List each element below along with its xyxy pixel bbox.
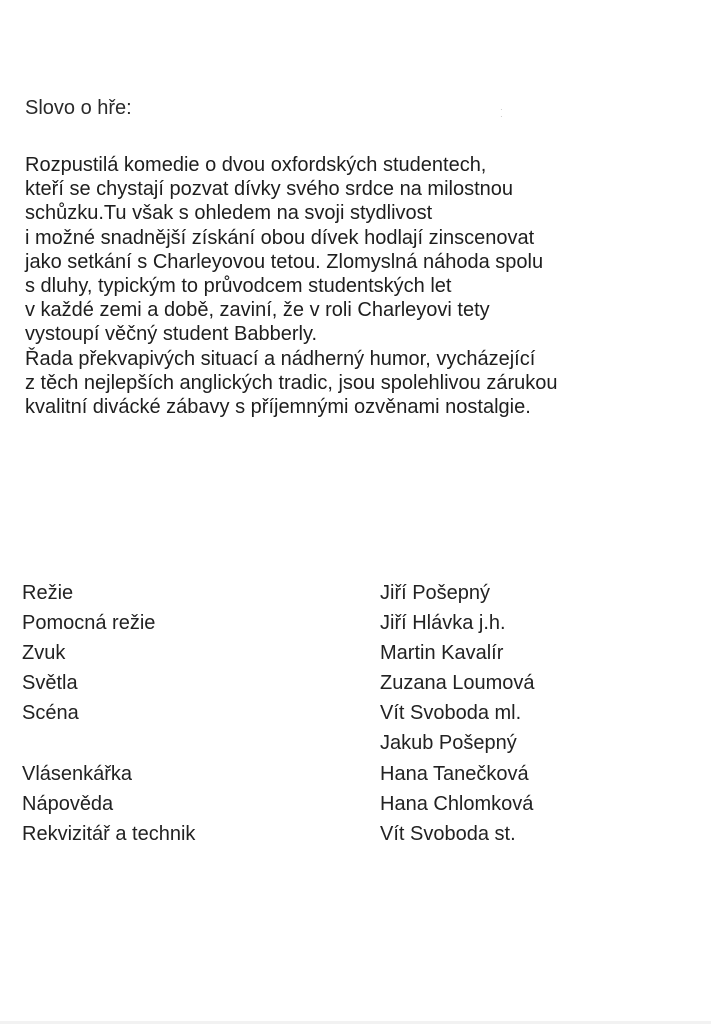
role-direction: Režie bbox=[22, 582, 74, 604]
role-props-technician: Rekvizitář a technik bbox=[22, 822, 196, 845]
credits-roles-column bbox=[22, 578, 195, 849]
intro-line: jako setkání s Charleyovou tetou. Zlomyslná náhoda spolu bbox=[25, 250, 544, 273]
paper-speck: · · bbox=[500, 105, 503, 121]
intro-paragraph bbox=[25, 153, 705, 419]
intro-line: i možné snadnější získání obou dívek hodlají zinscenovat bbox=[25, 226, 535, 249]
credits-names-column bbox=[380, 578, 535, 849]
roles-gap bbox=[22, 728, 195, 758]
credit-name: Vít Svoboda st. bbox=[380, 822, 516, 845]
credit-name: Hana Tanečková bbox=[380, 762, 529, 785]
role-assistant-direction: Pomocná režie bbox=[22, 612, 156, 635]
intro-line: kvalitní divácké zábavy s příjemnými ozvěnami nostalgie. bbox=[25, 396, 531, 419]
credit-name: Vít Svoboda ml. bbox=[380, 702, 522, 725]
intro-line: kteří se chystají pozvat dívky svého srdce na milostnou bbox=[25, 178, 513, 201]
role-prompter: Nápověda bbox=[22, 792, 114, 815]
credit-name: Jiří Pošepný bbox=[380, 582, 491, 604]
intro-line: Rozpustilá komedie o dvou oxfordských studentech, bbox=[25, 154, 487, 176]
intro-line: s dluhy, typickým to průvodcem studentských let bbox=[25, 275, 452, 298]
role-wigmaker: Vlásenkářka bbox=[22, 762, 133, 785]
credit-name: Jiří Hlávka j.h. bbox=[380, 612, 506, 635]
credit-name: Hana Chlomková bbox=[380, 792, 534, 815]
credit-name: Jakub Pošepný bbox=[380, 732, 517, 755]
intro-line: z těch nejlepších anglických tradic, jsou spolehlivou zárukou bbox=[25, 371, 558, 394]
intro-line: v každé zemi a době, zaviní, že v roli Charleyovi tety bbox=[25, 299, 490, 322]
credit-name: Zuzana Loumová bbox=[380, 672, 535, 695]
role-lights: Světla bbox=[22, 672, 78, 695]
section-heading: Slovo o hře: bbox=[25, 97, 132, 119]
credit-name: Martin Kavalír bbox=[380, 642, 504, 665]
intro-line: vystoupí věčný student Babberly. bbox=[25, 323, 318, 346]
role-sound: Zvuk bbox=[22, 642, 66, 665]
role-scene: Scéna bbox=[22, 702, 79, 725]
intro-line: Řada překvapivých situací a nádherný humor, vycházející bbox=[25, 347, 536, 370]
intro-line: schůzku.Tu však s ohledem na svoji stydlivost bbox=[25, 202, 433, 225]
